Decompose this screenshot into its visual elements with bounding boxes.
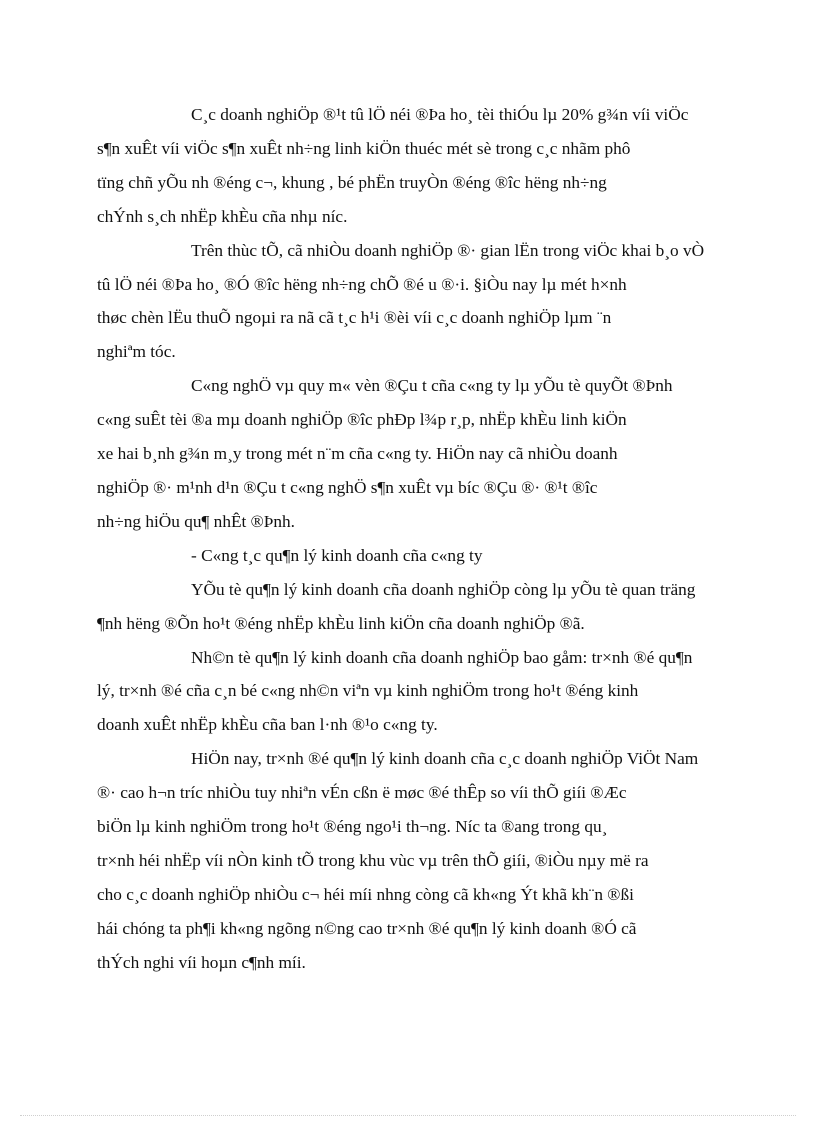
text-line: Trên thùc tÕ, cã nhiÒu doanh nghiÖp ®· gian lËn trong viÖc khai b¸o vÒ <box>191 240 705 260</box>
text-line: C«ng nghÖ vµ quy m« vèn ®Çu t cña c«ng ty lµ yÕu tè quyÕt ®Þnh <box>191 376 673 396</box>
text-line: thÝch nghi víi hoµn c¶nh míi. <box>97 952 306 972</box>
text-line: nghiÖp ®· m¹nh d¹n ®Çu t c«ng nghÖ s¶n xuÊt vµ bíc ®Çu ®· ®¹t ®îc <box>97 477 598 497</box>
text-line: ¶nh hëng ®Õn ho¹t ®éng nhËp khÈu linh kiÖn cña doanh nghiÖp ®ã. <box>97 613 585 633</box>
paragraph <box>97 98 776 234</box>
text-line: s¶n xuÊt víi viÖc s¶n xuÊt nh÷ng linh kiÖn thuéc mét sè trong c¸c nhãm phô <box>97 138 631 158</box>
text-line: YÕu tè qu¶n lý kinh doanh cña doanh nghiÖp còng lµ yÕu tè quan träng <box>191 579 696 599</box>
section-heading: - C«ng t¸c qu¶n lý kinh doanh cña c«ng ty <box>191 545 483 565</box>
text-line: lý, tr×nh ®é cña c¸n bé c«ng nh©n viªn vµ kinh nghiÖm trong ho¹t ®éng kinh <box>97 681 639 701</box>
text-line: chÝnh s¸ch nhËp khÈu cña nhµ níc. <box>97 206 348 226</box>
text-line: tr×nh héi nhËp víi nÒn kinh tÕ trong khu vùc vµ trên thÕ giíi, ®iÒu nµy më ra <box>97 850 649 870</box>
text-line: cho c¸c doanh nghiÖp nhiÒu c¬ héi míi nhng còng cã kh«ng Ýt khã kh¨n ®ßi <box>97 884 634 904</box>
text-line: ®· cao h¬n tríc nhiÒu tuy nhiªn vÉn cßn ë møc ®é thÊp so víi thÕ giíi ®Æc <box>97 783 627 803</box>
text-line: tû lÖ néi ®Þa ho¸ ®Ó ®îc hëng nh÷ng chÕ ®é u ®·i. §iÒu nay lµ mét h×nh <box>97 274 627 294</box>
text-line: biÖn lµ kinh nghiÖm trong ho¹t ®éng ngo¹i th¬ng. Níc ta ®ang trong qu¸ <box>97 817 608 837</box>
text-line: C¸c doanh nghiÖp ®¹t tû lÖ néi ®Þa ho¸ tèi thiÓu lµ 20% g¾n víi viÖc <box>191 105 689 124</box>
text-line: nh÷ng hiÖu qu¶ nhÊt ®Þnh. <box>97 511 295 531</box>
text-line: doanh xuÊt nhËp khÈu cña ban l·nh ®¹o c«ng ty. <box>97 715 438 735</box>
paragraph <box>97 369 776 539</box>
text-line: HiÖn nay, tr×nh ®é qu¶n lý kinh doanh cña c¸c doanh nghiÖp ViÖt Nam <box>191 749 699 769</box>
text-line: hái chóng ta ph¶i kh«ng ngõng n©ng cao tr×nh ®é qu¶n lý kinh doanh ®Ó cã <box>97 918 637 938</box>
paragraph <box>97 641 776 743</box>
page-bottom-dotted-rule <box>20 1115 796 1116</box>
document-body <box>97 98 776 980</box>
text-line: Nh©n tè qu¶n lý kinh doanh cña doanh nghiÖp bao gåm: tr×nh ®é qu¶n <box>191 647 693 667</box>
text-line: tïng chñ yÕu nh ®éng c¬, khung , bé phËn truyÒn ®éng ®îc hëng nh÷ng <box>97 172 607 192</box>
text-line: nghiªm tóc. <box>97 342 176 362</box>
text-line: xe hai b¸nh g¾n m¸y trong mét n¨m cña c«ng ty. HiÖn nay cã nhiÒu doanh <box>97 444 618 464</box>
paragraph <box>144 539 776 573</box>
paragraph <box>97 573 776 641</box>
paragraph <box>97 742 776 979</box>
text-line: thøc chèn lËu thuÕ ngoµi ra nã cã t¸c h¹i ®èi víi c¸c doanh nghiÖp lµm ¨n <box>97 308 612 328</box>
paragraph <box>97 234 776 370</box>
text-line: c«ng suÊt tèi ®a mµ doanh nghiÖp ®îc phÐp l¾p r¸p, nhËp khÈu linh kiÖn <box>97 410 627 430</box>
